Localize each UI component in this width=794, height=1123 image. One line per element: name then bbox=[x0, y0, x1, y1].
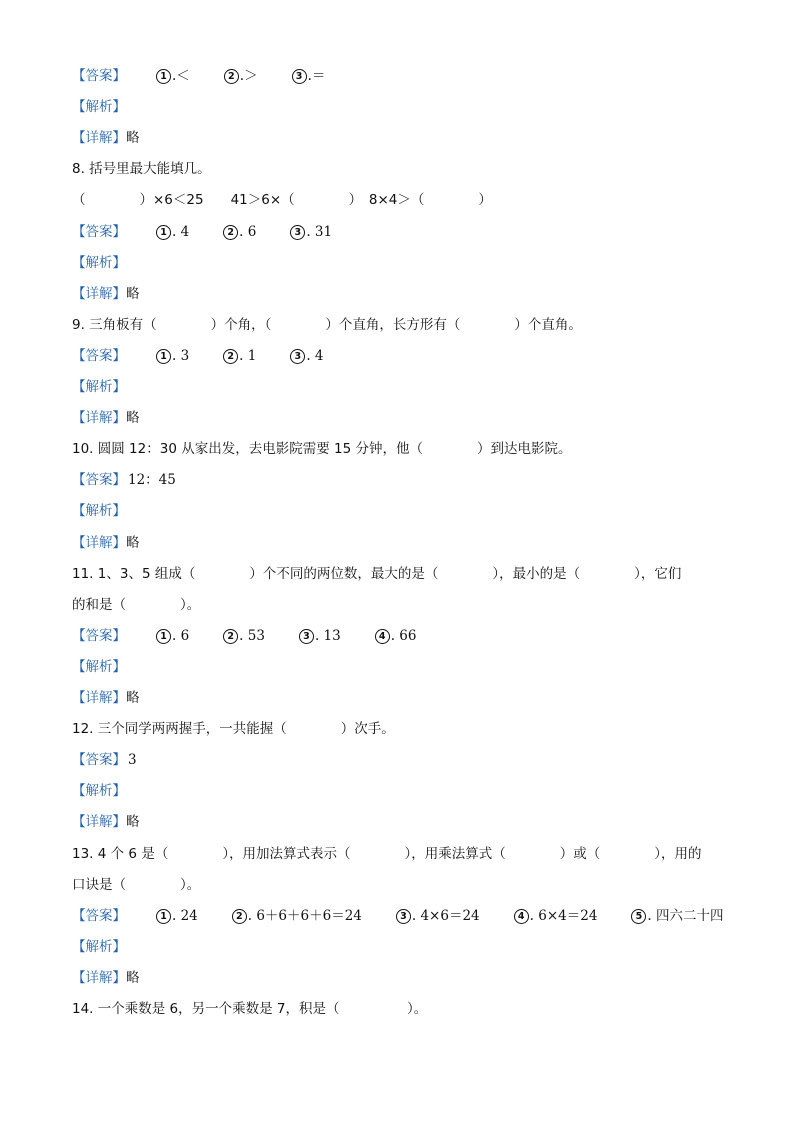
question-line bbox=[72, 439, 571, 459]
question-line bbox=[72, 875, 200, 895]
option-value: . 四六二十四 bbox=[647, 907, 724, 924]
detail-label: 【详解】 bbox=[72, 410, 126, 427]
analysis-label: 【解析】 bbox=[72, 658, 126, 675]
option-number: 3 bbox=[299, 629, 314, 644]
option-number: 2 bbox=[224, 69, 239, 84]
answer-options bbox=[156, 66, 359, 86]
option-number: 3 bbox=[290, 225, 305, 240]
option-value: . 66 bbox=[390, 627, 417, 644]
analysis-line bbox=[72, 377, 126, 397]
detail-label: 【详解】 bbox=[72, 285, 126, 302]
detail-text: 略 bbox=[126, 814, 140, 831]
option-number: 5 bbox=[631, 909, 646, 924]
question-text: 14. 一个乘数是 6，另一个乘数是 7，积是（ ）。 bbox=[72, 1001, 428, 1017]
analysis-line bbox=[72, 253, 126, 273]
question-line bbox=[72, 564, 681, 584]
answer-option bbox=[224, 66, 258, 86]
option-number: 1 bbox=[156, 909, 171, 924]
analysis-line bbox=[72, 781, 126, 801]
question-line bbox=[72, 719, 395, 739]
analysis-label: 【解析】 bbox=[72, 503, 126, 520]
option-value: . 1 bbox=[239, 347, 257, 364]
analysis-label: 【解析】 bbox=[72, 254, 126, 271]
answer-option bbox=[223, 626, 265, 646]
answer-value: 12：45 bbox=[128, 472, 176, 489]
answer-option bbox=[156, 906, 198, 926]
question-line bbox=[72, 595, 200, 615]
answer-options bbox=[156, 906, 758, 926]
answer-line bbox=[72, 750, 137, 770]
option-number: 3 bbox=[292, 69, 307, 84]
answer-option bbox=[631, 906, 723, 926]
detail-line bbox=[72, 533, 140, 553]
analysis-line bbox=[72, 937, 126, 957]
option-number: 2 bbox=[232, 909, 247, 924]
question-line bbox=[72, 159, 211, 179]
question-line bbox=[72, 315, 582, 335]
answer-line bbox=[72, 346, 358, 366]
detail-label: 【详解】 bbox=[72, 814, 126, 831]
answer-label: 【答案】 bbox=[72, 223, 126, 240]
analysis-label: 【解析】 bbox=[72, 99, 126, 116]
option-value: . 4×6＝24 bbox=[411, 907, 480, 924]
option-number: 1 bbox=[156, 629, 171, 644]
answer-line bbox=[72, 626, 450, 646]
answer-option bbox=[156, 626, 189, 646]
option-value: . 3 bbox=[172, 347, 190, 364]
question-text: （ ）×6＜25 41＞6×（ ） 8×4＞（ ） bbox=[72, 192, 492, 209]
detail-line bbox=[72, 284, 140, 304]
analysis-label: 【解析】 bbox=[72, 938, 126, 955]
detail-text: 略 bbox=[126, 285, 140, 302]
option-number: 4 bbox=[375, 629, 390, 644]
option-value: . 24 bbox=[172, 907, 198, 924]
question-line bbox=[72, 999, 427, 1019]
question-text: 9. 三角板有（ ）个角，（ ）个直角，长方形有（ ）个直角。 bbox=[72, 316, 582, 333]
answer-option bbox=[156, 222, 189, 242]
option-value: . 6 bbox=[172, 627, 190, 644]
analysis-line bbox=[72, 657, 126, 677]
question-text: 8. 括号里最大能填几。 bbox=[72, 161, 211, 178]
detail-line bbox=[72, 812, 140, 832]
answer-label: 【答案】 bbox=[72, 472, 126, 489]
answer-option bbox=[375, 626, 417, 646]
answer-options bbox=[156, 222, 366, 242]
option-value: . 13 bbox=[314, 627, 341, 644]
answer-options bbox=[156, 346, 358, 366]
answer-label: 【答案】 bbox=[72, 627, 126, 644]
analysis-label: 【解析】 bbox=[72, 379, 126, 395]
detail-label: 【详解】 bbox=[72, 690, 126, 706]
detail-line bbox=[72, 408, 140, 428]
detail-text: 略 bbox=[126, 969, 140, 986]
answer-option bbox=[223, 346, 256, 366]
answer-line bbox=[72, 222, 366, 242]
detail-line bbox=[72, 688, 140, 708]
analysis-label: 【解析】 bbox=[72, 783, 126, 800]
answer-options bbox=[156, 626, 450, 646]
question-line bbox=[72, 190, 492, 210]
answer-label: 【答案】 bbox=[72, 752, 126, 769]
answer-option bbox=[292, 66, 326, 86]
detail-label: 【详解】 bbox=[72, 969, 126, 986]
option-number: 3 bbox=[396, 909, 411, 924]
answer-label: 【答案】 bbox=[72, 347, 126, 364]
detail-text: 略 bbox=[126, 130, 140, 147]
option-number: 2 bbox=[223, 225, 238, 240]
question-text: 10. 圆圆 12：30 从家出发，去电影院需要 15 分钟，他（ ）到达电影院。 bbox=[72, 441, 572, 458]
answer-option bbox=[290, 222, 332, 242]
option-value: .＝ bbox=[307, 68, 326, 84]
answer-line bbox=[72, 470, 176, 490]
analysis-line bbox=[72, 501, 126, 521]
question-text: 口诀是（ ）。 bbox=[72, 876, 201, 893]
detail-text: 略 bbox=[126, 410, 140, 427]
answer-option bbox=[156, 346, 189, 366]
option-value: .＞ bbox=[239, 68, 258, 84]
answer-option bbox=[290, 346, 323, 366]
question-text: 的和是（ ）。 bbox=[72, 596, 201, 613]
option-value: . 4 bbox=[172, 223, 190, 240]
answer-option bbox=[396, 906, 480, 926]
option-number: 4 bbox=[514, 909, 529, 924]
option-value: . 4 bbox=[306, 347, 324, 364]
answer-option bbox=[223, 222, 256, 242]
option-number: 2 bbox=[223, 349, 238, 364]
detail-label: 【详解】 bbox=[72, 130, 126, 147]
answer-line bbox=[72, 906, 758, 926]
question-line bbox=[72, 844, 702, 864]
detail-label: 【详解】 bbox=[72, 534, 126, 551]
question-text: 13. 4 个 6 是（ ），用加法算式表示（ ），用乘法算式（ ）或（ ），用的 bbox=[72, 845, 702, 862]
option-number: 2 bbox=[223, 629, 238, 644]
answer-option bbox=[299, 626, 341, 646]
detail-text: 略 bbox=[126, 534, 140, 551]
option-value: . 6 bbox=[239, 223, 257, 240]
detail-line bbox=[72, 968, 140, 988]
option-value: . 6＋6＋6＋6＝24 bbox=[247, 907, 362, 924]
analysis-line bbox=[72, 97, 126, 117]
detail-text: 略 bbox=[126, 690, 140, 706]
question-text: 12. 三个同学两两握手，一共能握（ ）次手。 bbox=[72, 721, 395, 738]
option-value: . 31 bbox=[306, 223, 333, 240]
option-number: 3 bbox=[290, 349, 305, 364]
answer-label: 【答案】 bbox=[72, 68, 126, 84]
answer-line bbox=[72, 66, 359, 86]
question-text: 11. 1、3、5 组成（ ）个不同的两位数，最大的是（ ），最小的是（ ），它们 bbox=[72, 565, 682, 582]
detail-line bbox=[72, 128, 140, 148]
answer-label: 【答案】 bbox=[72, 907, 126, 924]
option-value: . 53 bbox=[239, 627, 265, 644]
answer-value: 3 bbox=[128, 752, 137, 769]
answer-option bbox=[232, 906, 362, 926]
answer-option bbox=[156, 66, 190, 86]
answer-option bbox=[514, 906, 598, 926]
option-value: .＜ bbox=[172, 68, 190, 84]
option-number: 1 bbox=[156, 349, 171, 364]
option-value: . 6×4＝24 bbox=[529, 907, 598, 924]
option-number: 1 bbox=[156, 69, 171, 84]
option-number: 1 bbox=[156, 225, 171, 240]
